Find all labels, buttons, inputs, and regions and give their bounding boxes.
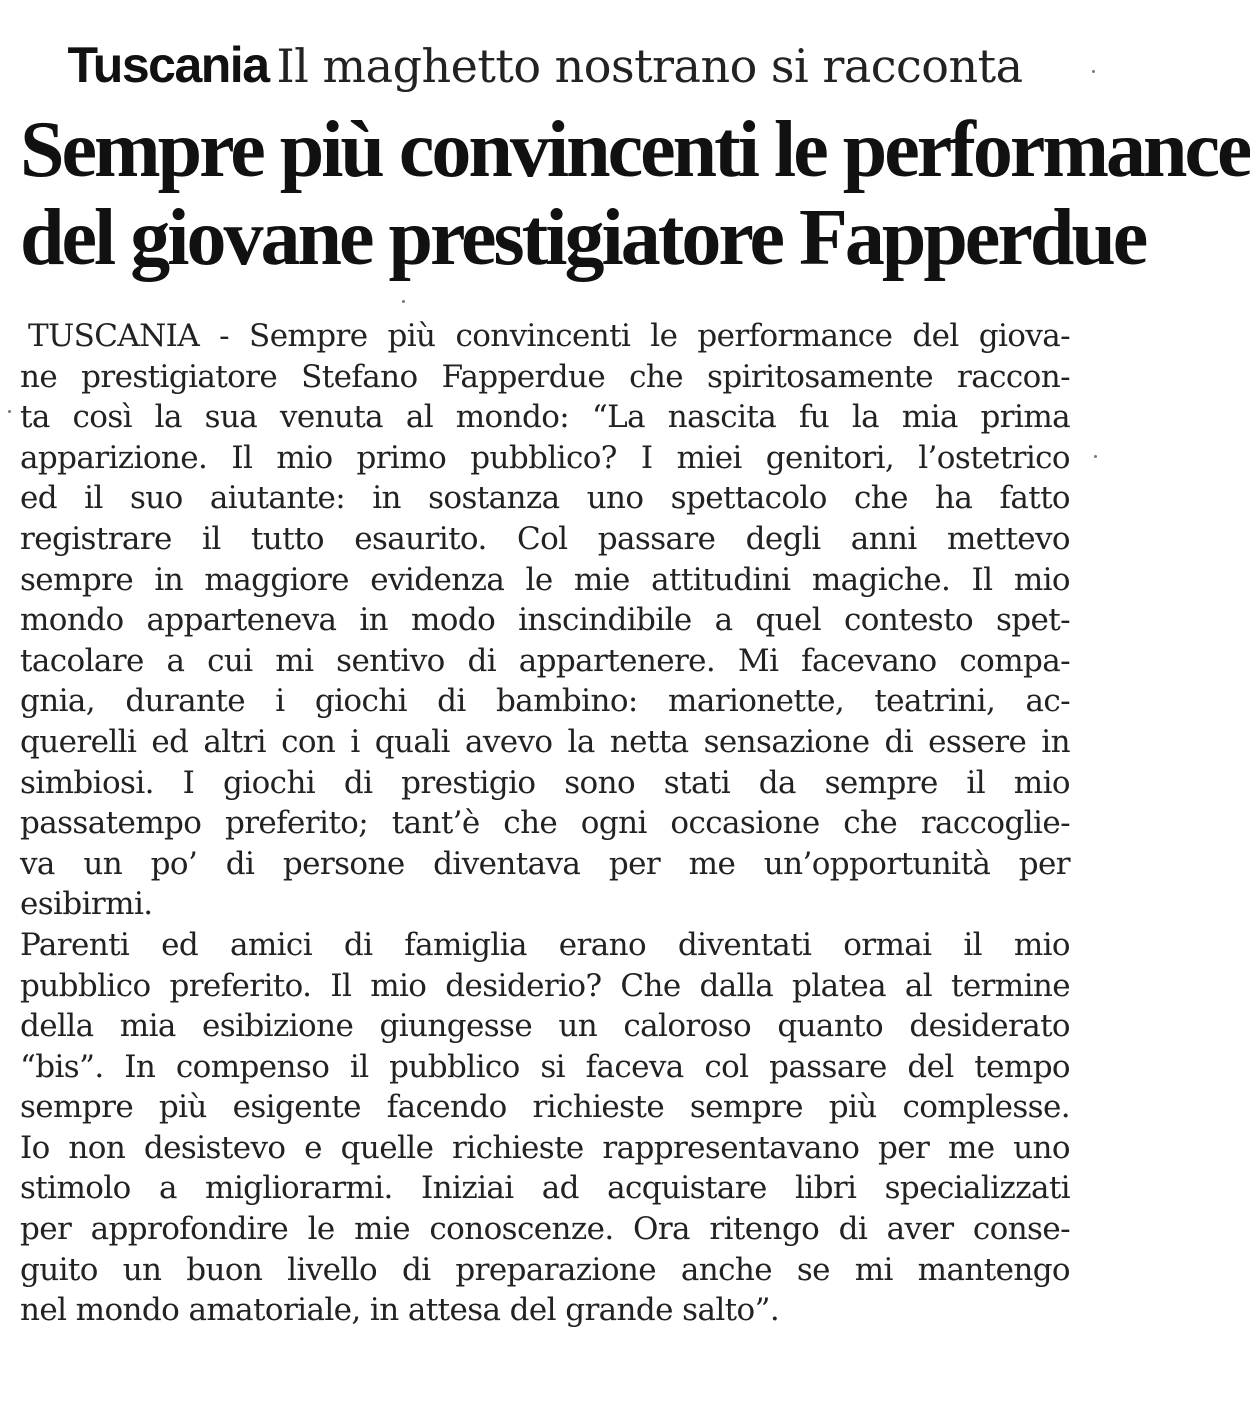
headline xyxy=(20,106,1250,282)
scan-speck xyxy=(1094,455,1097,458)
article-line: nel mondo amatoriale, in attesa del grande salto”. xyxy=(20,1292,780,1329)
article-paragraph xyxy=(20,925,1070,1331)
article-line: tacolare a cui mi sentivo di appartenere. Mi facevano compa- xyxy=(20,642,1070,679)
article-line: gnia, durante i giochi di bambino: marionette, teatrini, ac- xyxy=(20,683,1070,720)
article-paragraph xyxy=(20,316,1070,925)
article-line: ne prestigiatore Stefano Fapperdue che spiritosamente raccon- xyxy=(20,358,1070,395)
article-line: registrare il tutto esaurito. Col passare degli anni mettevo xyxy=(20,520,1070,557)
kicker-place: Tuscania xyxy=(67,37,269,93)
article-line: simbiosi. I giochi di prestigio sono stati da sempre il mio xyxy=(20,764,1070,801)
article-line: ta così la sua venuta al mondo: “La nascita fu la mia prima xyxy=(20,399,1070,436)
article-line: sempre più esigente facendo richieste sempre più complesse. xyxy=(20,1089,1070,1126)
article-line: guito un buon livello di preparazione anche se mi mantengo xyxy=(20,1251,1070,1288)
headline-line: del giovane prestigiatore Fapperdue xyxy=(20,194,1146,282)
article-line: mondo apparteneva in modo inscindibile a quel contesto spet- xyxy=(20,602,1070,639)
article-line: sempre in maggiore evidenza le mie attitudini magiche. Il mio xyxy=(20,561,1070,598)
kicker xyxy=(20,30,1070,100)
article-line: apparizione. Il mio primo pubblico? I miei genitori, l’ostetrico xyxy=(20,439,1070,476)
article-line: passatempo preferito; tant’è che ogni occasione che raccoglie- xyxy=(20,805,1070,842)
article-line: ed il suo aiutante: in sostanza uno spettacolo che ha fatto xyxy=(20,480,1070,517)
scan-speck xyxy=(402,300,405,303)
article-line: “bis”. In compenso il pubblico si faceva col passare del tempo xyxy=(20,1048,1070,1085)
article-line: della mia esibizione giungesse un caloroso quanto desiderato xyxy=(20,1008,1070,1045)
article-line: TUSCANIA - Sempre più convincenti le performance del giova- xyxy=(28,318,1070,354)
scan-speck xyxy=(8,410,11,413)
article-line: pubblico preferito. Il mio desiderio? Che dalla platea al termine xyxy=(20,967,1070,1004)
kicker-text: Il maghetto nostrano si racconta xyxy=(276,39,1023,93)
article-line: querelli ed altri con i quali avevo la netta sensazione di essere in xyxy=(20,723,1070,760)
article-line: stimolo a migliorarmi. Iniziai ad acquistare libri specializzati xyxy=(20,1170,1070,1207)
article-line: Parenti ed amici di famiglia erano diventati ormai il mio xyxy=(20,926,1070,963)
article-line: per approfondire le mie conoscenze. Ora ritengo di aver conse- xyxy=(20,1211,1070,1248)
article-body xyxy=(20,316,1070,1331)
headline-line: Sempre più convincenti le performance xyxy=(20,106,1250,194)
article-line: va un po’ di persone diventava per me un’opportunità per xyxy=(20,845,1070,882)
article-line: esibirmi. xyxy=(20,886,153,923)
scan-speck xyxy=(1092,70,1095,73)
article-line: Io non desistevo e quelle richieste rappresentavano per me uno xyxy=(20,1129,1070,1166)
